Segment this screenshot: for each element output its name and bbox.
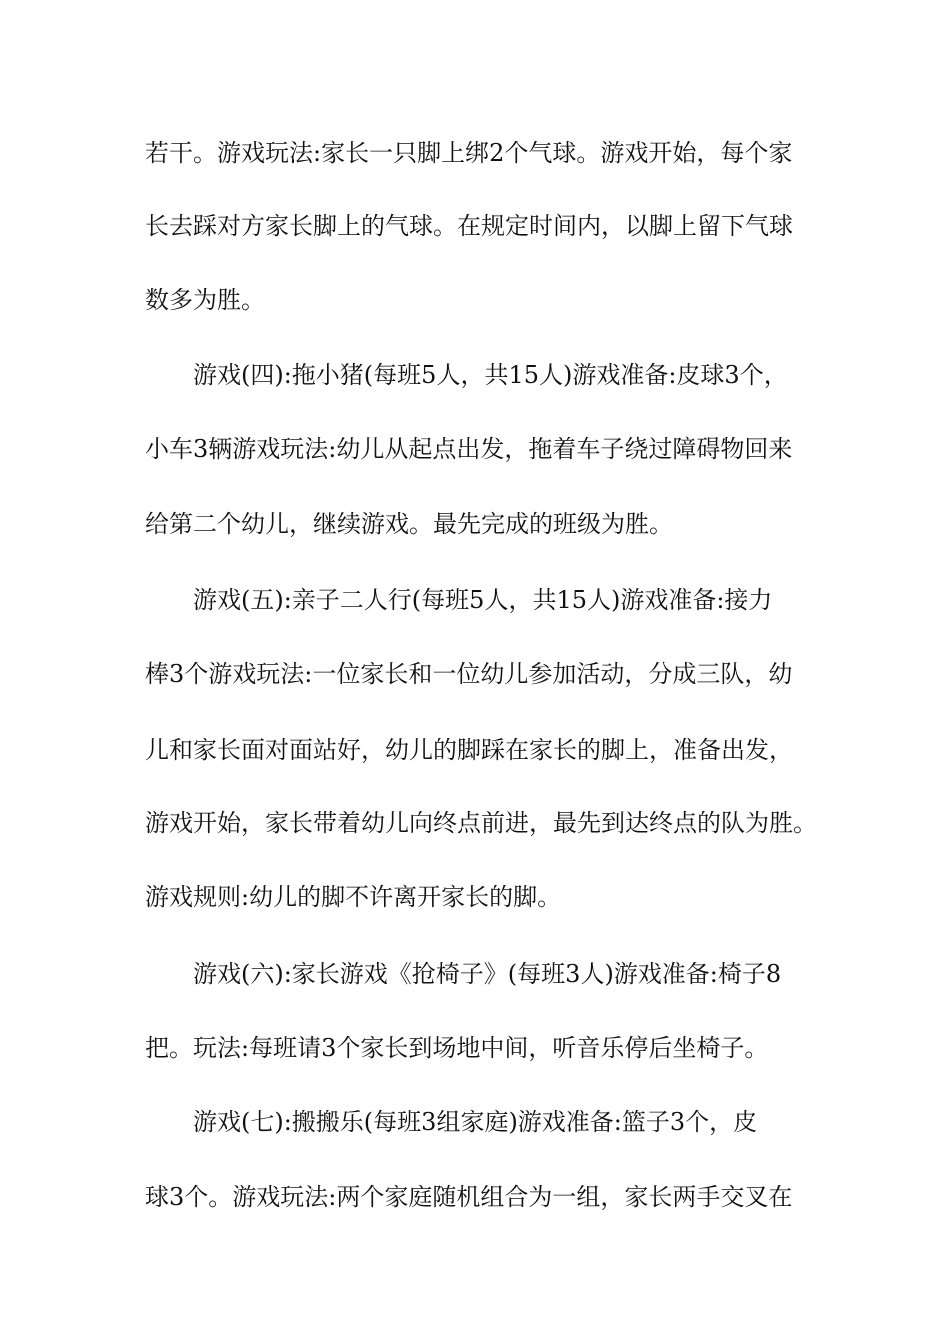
text-line-9: 儿和家长面对面站好，幼儿的脚踩在家长的脚上，准备出发，: [145, 736, 793, 764]
text-line-5: 小车3辆游戏玩法:幼儿从起点出发，拖着车子绕过障碍物回来: [145, 435, 793, 463]
text-line-15: 球3个。游戏玩法:两个家庭随机组合为一组，家长两手交叉在: [145, 1183, 793, 1211]
text-line-8: 棒3个游戏玩法:一位家长和一位幼儿参加活动，分成三队，幼: [145, 660, 793, 688]
text-line-11: 游戏规则:幼儿的脚不许离开家长的脚。: [145, 883, 562, 911]
text-line-10: 游戏开始，家长带着幼儿向终点前进，最先到达终点的队为胜。: [145, 809, 817, 837]
text-line-6: 给第二个幼儿，继续游戏。最先完成的班级为胜。: [145, 510, 673, 538]
text-line-14: 游戏(七):搬搬乐(每班3组家庭)游戏准备:篮子3个，皮: [193, 1108, 758, 1136]
text-line-2: 长去踩对方家长脚上的气球。在规定时间内，以脚上留下气球: [145, 212, 793, 240]
text-line-7: 游戏(五):亲子二人行(每班5人，共15人)游戏准备:接力: [193, 586, 773, 614]
text-line-12: 游戏(六):家长游戏《抢椅子》(每班3人)游戏准备:椅子8: [193, 960, 782, 988]
text-line-1: 若干。游戏玩法:家长一只脚上绑2个气球。游戏开始，每个家: [145, 139, 793, 167]
text-line-3: 数多为胜。: [145, 286, 265, 314]
text-line-13: 把。玩法:每班请3个家长到场地中间，听音乐停后坐椅子。: [145, 1034, 769, 1062]
text-line-4: 游戏(四):拖小猪(每班5人，共15人)游戏准备:皮球3个，: [193, 361, 788, 389]
